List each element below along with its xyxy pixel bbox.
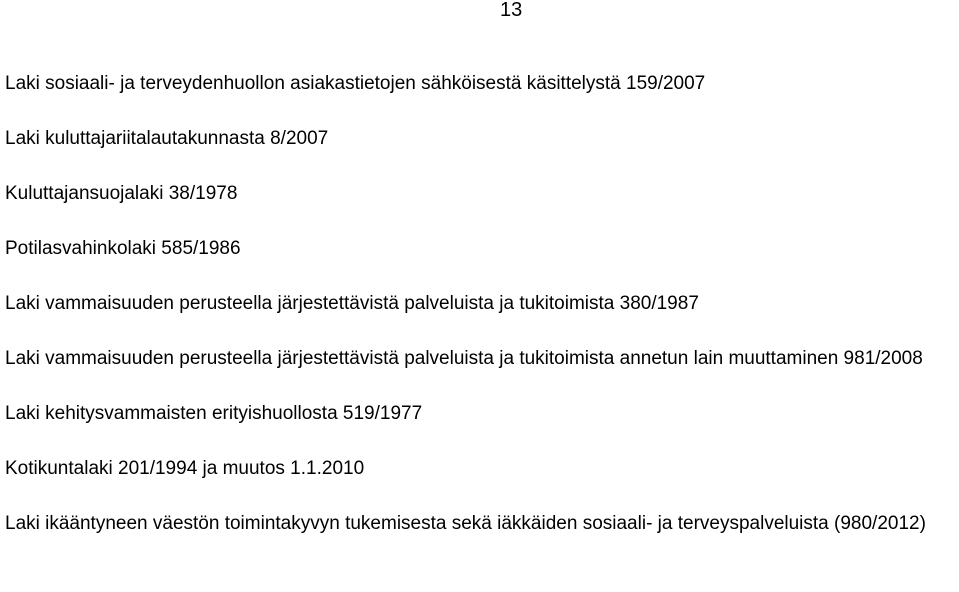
law-item: Laki kehitysvammaisten erityishuollosta 519/1977 [5, 403, 423, 424]
law-item: Kotikuntalaki 201/1994 ja muutos 1.1.2010 [5, 458, 365, 479]
law-item: Laki kuluttajariitalautakunnasta 8/2007 [5, 128, 329, 149]
law-item: Kuluttajansuojalaki 38/1978 [5, 183, 238, 204]
law-item: Laki sosiaali- ja terveydenhuollon asiakastietojen sähköisestä käsittelystä 159/2007 [5, 73, 706, 94]
law-item: Laki vammaisuuden perusteella järjestettävistä palveluista ja tukitoimista annetun lain muuttaminen 981/2008 [5, 348, 923, 369]
page-number: 13 [500, 0, 523, 21]
law-item: Laki ikääntyneen väestön toimintakyvyn tukemisesta sekä iäkkäiden sosiaali- ja terveyspalveluista (980/2012) [5, 513, 926, 534]
law-item: Laki vammaisuuden perusteella järjestettävistä palveluista ja tukitoimista 380/1987 [5, 293, 699, 314]
law-item: Potilasvahinkolaki 585/1986 [5, 238, 241, 259]
law-list [5, 70, 955, 537]
